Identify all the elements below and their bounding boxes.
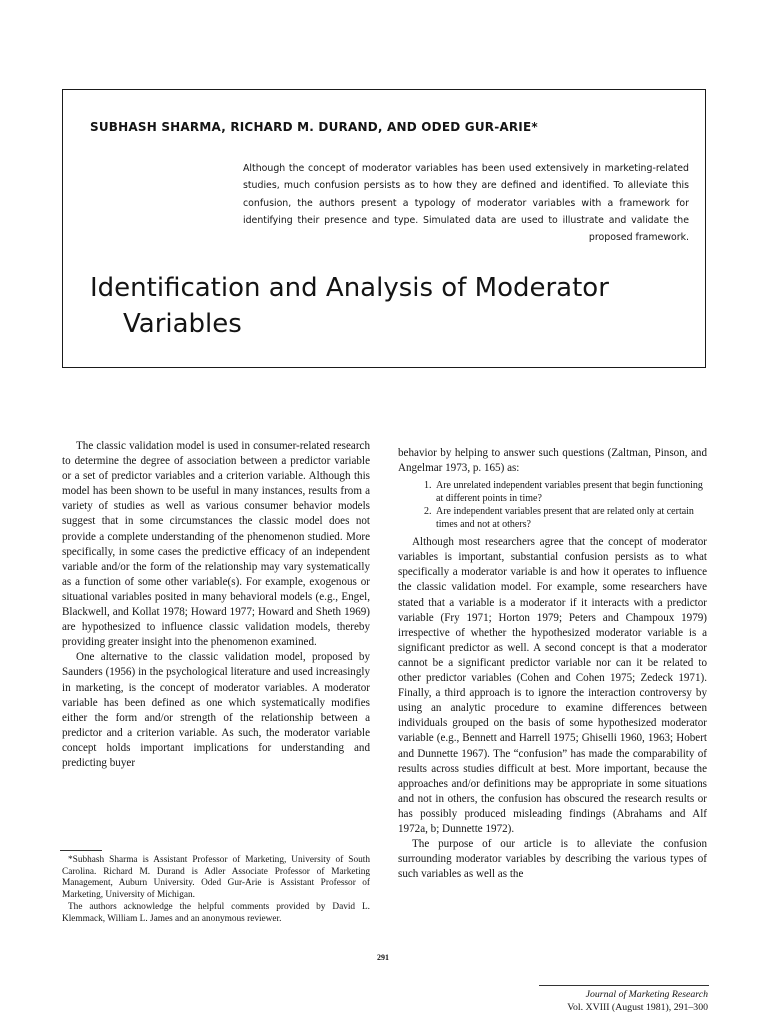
body-paragraph: Although most researchers agree that the concept of moderator variables is important, substantial confusion persists as to what specifically a moderator variable is and how it operates to influence the classic validation model. For example, some researchers have stated that a variable is a moderator if it interacts with a predictor variable (Fry 1971; Horton 1979; Peters and Champoux 1979) irrespective of whether the hypothesized moderator variable is a significant predictor as well. A second concept is that a moderator cannot be a significant predictor variable nor can it be related to other predictor variables (Cohen and Cohen 1975; Zedeck 1971). Finally, a third approach is to ignore the interaction controversy by using an analytic procedure to examine differences between individuals grouped on the basis of some hypothesized moderator variable (e.g., Bennett and Harrell 1975; Ghiselli 1960, 1963; Hobert and Dunnette 1967). The “confusion” has made the comparability of results across studies difficult at best. More important, because the approaches and/or definitions may be appropriate in some situations and not in others, the confusion has obscured the research results or has possibly produced misleading findings (Abrahams and Alf 1972a, b; Dunnette 1972). — [398, 536, 707, 835]
body-paragraph: The purpose of our article is to alleviate the confusion surrounding moderator variables by describing the various types of such variables as well as the — [398, 838, 707, 881]
journal-citation — [520, 989, 708, 1014]
footnotes — [62, 855, 370, 925]
page-number: 291 — [377, 953, 389, 962]
left-column — [62, 439, 370, 771]
author-line: SUBHASH SHARMA, RICHARD M. DURAND, AND ODED GUR-ARIE* — [90, 120, 538, 134]
list-item — [398, 506, 707, 531]
journal-volume: Vol. XVIII (August 1981), 291–300 — [567, 1001, 708, 1013]
author-affiliation-note: *Subhash Sharma is Assistant Professor of Marketing, University of South Carolina. Richard M. Durand is Adler Associate Professor of Marketing Management, Auburn University. Oded Gur-Arie is Assistant Professor of Marketing, University of Michigan. — [62, 855, 370, 901]
abstract: Although the concept of moderator variables has been used extensively in marketing-related studies, much confusion persists as to how they are defined and identified. To alleviate this confusion, the authors present a typology of moderator variables with a framework for identifying their presence and type. Simulated data are used to illustrate and validate the proposed framework. — [243, 163, 689, 244]
list-item-text: Are independent variables present that are related only at certain times and not at others? — [436, 506, 694, 530]
body-paragraph: behavior by helping to answer such questions (Zaltman, Pinson, and Angelmar 1973, p. 165) as: — [398, 447, 707, 475]
list-item-number: 1. — [424, 480, 432, 492]
list-item-number: 2. — [424, 506, 432, 518]
acknowledgment-note: The authors acknowledge the helpful comments provided by David L. Klemmack, William L. James and an anonymous reviewer. — [62, 901, 370, 924]
article-title-line2: Variables — [123, 309, 242, 339]
body-paragraph: One alternative to the classic validation model, proposed by Saunders (1956) in the psychological literature and used increasingly in marketing, is the concept of moderator variables. A moderator variable has been defined as one which systematically modifies either the form and/or strength of the relationship between a predictor and a criterion variable. As such, the moderator variable concept holds important implications for understanding and predicting buyer — [62, 651, 370, 769]
article-title — [90, 270, 690, 342]
journal-name: Journal of Marketing Research — [585, 989, 708, 1000]
body-paragraph: The classic validation model is used in consumer-related research to determine the degree of association between a predictor variable or a set of predictor variables and a criterion variable. Although this model has been shown to be useful in many instances, results from a variety of studies as well as various consumer behavior models suggest that in some circumstances the classic model does not provide a complete understanding of the phenomenon studied. More specifically, in some cases the predictive efficacy of an independent variable and/or the form of the relationship may vary systematically as a function of some other variable(s). For example, exogenous or situational variables posited in many behavioral models (e.g., Engel, Blackwell, and Kollat 1978; Howard 1977; Howard and Sheth 1969) are hypothesized to influence classic validation models, thereby providing greater insight into the phenomenon examined. — [62, 440, 370, 649]
article-title-line1: Identification and Analysis of Moderator — [90, 273, 609, 303]
list-item — [398, 480, 707, 505]
footnote-rule — [60, 850, 102, 851]
right-column — [398, 446, 707, 882]
list-item-text: Are unrelated independent variables present that begin functioning at different points in time? — [436, 480, 703, 504]
journal-rule — [539, 985, 709, 986]
question-list — [398, 480, 707, 531]
